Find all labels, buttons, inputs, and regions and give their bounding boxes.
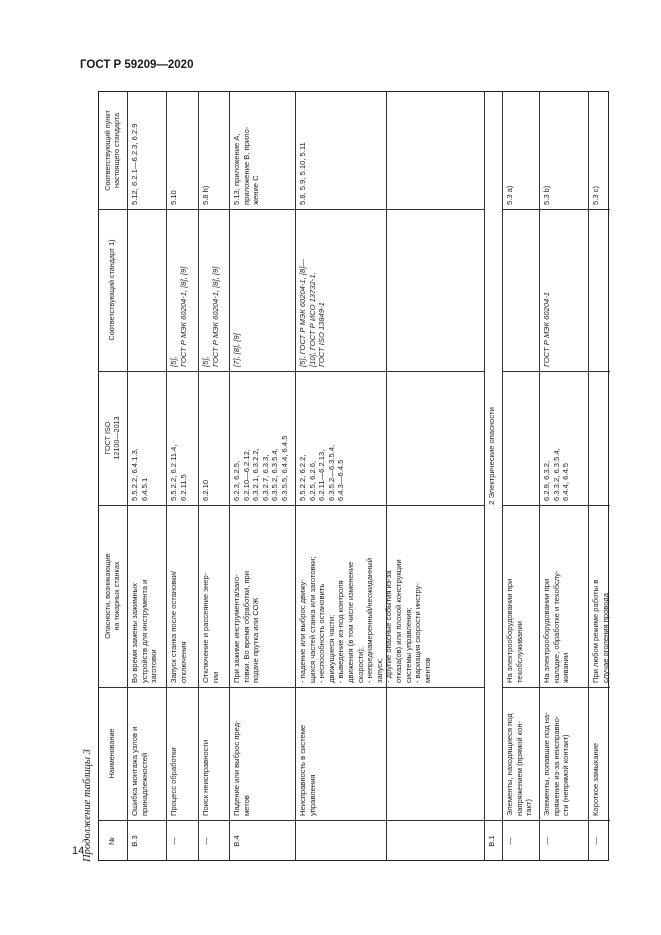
row-4-clause: 5.13, приложение А, приложение В, прило- жение С <box>232 126 261 205</box>
elec-row-2-num: — <box>542 837 551 845</box>
page-number: 14 <box>72 845 85 857</box>
table-rule <box>539 92 540 860</box>
table-rule <box>99 371 484 372</box>
table-rule <box>295 92 296 860</box>
row-3-std: [5], ГОСТ Р МЭК 60204-1, [8], [9] <box>201 266 220 367</box>
elec-row-1-num: — <box>505 837 514 845</box>
row-2-clause: 5.10 <box>169 190 178 205</box>
table-rule <box>502 209 610 210</box>
row-4-name: Падение или выброс пред- метов <box>232 720 251 816</box>
row-2-std: [5], ГОСТ Р МЭК 60204-1, [8], [9] <box>169 266 188 367</box>
row-1-hazard: Во время замены зажимных устройств для инструмента и заготовки <box>130 579 159 683</box>
row-1-clause: 5.12, 6.2.1—6.2.3, 6.2.9 <box>130 123 139 205</box>
table-rule <box>99 209 484 210</box>
row-3-iso: 6.2.10 <box>201 479 210 501</box>
table-rule <box>198 92 199 860</box>
elec-row-3-hazard: При любом режиме работы в случае оголения провода <box>591 579 610 683</box>
row-5-std: [5], ГОСТ Р МЭК 60204-1, [8]— [10], ГОСТ Р ИСО 13732-1, ГОСТ ISO 13849-1 <box>298 259 327 367</box>
row-1-iso: 5.5.2.2, 6.4.1.3, 6.4.5.1 <box>130 448 149 501</box>
elec-row-2-hazard: На электрооборудовании при наладке, обработке и техобслу- живании <box>542 570 571 683</box>
elec-row-1-hazard: На электрооборудовании при техобслуживании <box>505 578 524 683</box>
table-rule <box>484 92 485 860</box>
table-rule <box>127 92 128 860</box>
header-hazard: Опасности, возникающие на токарных станках <box>103 553 121 639</box>
table-rule <box>99 505 484 506</box>
table-rule <box>502 505 610 506</box>
elec-row-2-clause: 5.3 b) <box>542 185 551 205</box>
row-3-name: Поиск неисправности <box>201 739 210 816</box>
row-5-name: Неисправность в системе управления <box>298 724 317 816</box>
table-rule <box>99 687 484 688</box>
table-rule <box>99 820 484 821</box>
header-name: Наименование <box>107 728 116 779</box>
header-iso: ГОСТ ISO 12100—2013 <box>103 416 121 460</box>
row-3-num: — <box>201 837 210 845</box>
table-caption: Продолжение таблицы 3 <box>82 749 93 862</box>
table-rule <box>386 92 387 860</box>
row-2-num: — <box>169 837 178 845</box>
elec-row-2-std: ГОСТ Р МЭК 60204-1 <box>542 292 551 367</box>
row-4-num: В.4 <box>232 835 241 847</box>
row-2-iso: 5.5.2.2, 6.2.11.4, 6.2.11.5 <box>169 444 188 501</box>
section-num: В.1 <box>487 835 496 847</box>
table-rule <box>588 92 589 860</box>
row-1-name: Ошибка монтажа узлов и принадлежностей <box>130 726 149 816</box>
table-rule <box>502 820 610 821</box>
row-4-std: [7], [8], [9] <box>232 333 241 367</box>
elec-row-1-name: Элементы, находящиеся под напряжением (прямой кон- такт) <box>505 713 534 816</box>
row-2-name: Процесс обработки <box>169 747 178 816</box>
table-rule <box>484 820 502 821</box>
table-rule <box>502 687 610 688</box>
elec-row-2-iso: 6.2.9, 6.3.2, 6.3.3.2, 6.3.5.4, 6.4.4, 6.4.5 <box>542 448 571 501</box>
table-rule <box>166 92 167 860</box>
row-1-num: В.3 <box>130 835 139 847</box>
header-clause: Соответствующий пункт настоящего стандарта <box>103 110 121 191</box>
row-3-hazard: Отключение и рассеяние энер- гии <box>201 572 220 683</box>
elec-row-3-name: Короткое замыкание <box>591 742 600 816</box>
table-rule <box>229 92 230 860</box>
row-2-hazard: Запуск станка после остановки/ отключения <box>169 571 188 683</box>
row-4-hazard: При зажиме инструмента/заго- товки. Во время обработки, при подаче прутка или СОЖ <box>232 570 261 683</box>
row-5-iso: 5.5.2.2, 6.2.2, 6.2.5, 6.2.6, 6.2.11—6.2.13, 6.3.5.2—6.3.5.4, 6.4.3—6.4.5 <box>298 444 346 501</box>
elec-row-3-num: — <box>591 837 600 845</box>
section-title: 2 Электрические опасности <box>487 407 496 505</box>
elec-row-1-clause: 5.3 a) <box>505 185 514 205</box>
row-4-iso: 6.2.3, 6.2.5, 6.2.10—6.2.12, 6.3.2.1, 6.3.2.2, 6.3.2.7, 6.3.3, 6.3.5.2, 6.3.5.4, 6.3.5.5, 6.4.4, 6.4.5 <box>232 435 289 501</box>
table-rule <box>502 92 503 860</box>
document-title: ГОСТ Р 59209—2020 <box>80 59 194 71</box>
table-rule <box>502 371 610 372</box>
header-num: № <box>107 837 116 845</box>
row-3-clause: 5.8 h) <box>201 185 210 205</box>
elec-row-3-clause: 5.3 c) <box>591 186 600 205</box>
header-std: Соответствующий стандарт 1) <box>107 239 116 341</box>
hazard-table <box>98 91 609 861</box>
elec-row-2-name: Элементы, попавшие под на- пряжение из-за неисправно- сти (непрямой контакт) <box>542 712 571 816</box>
row-5-hazard: - падение или выброс движу- щихся частей станка или заготовки; - неспособность остановить движущиеся части; - выведение из-под контроля движения (в том числе изменение скорости); - непреднамеренный/неожиданный запуск; - другие опасные события из-за отказа(ов) или плохой конструкции системы управления; - вариация скорости инстру- ментов <box>298 556 432 683</box>
row-5-clause: 5.8, 5.9, 5.10, 5.11 <box>298 142 307 205</box>
